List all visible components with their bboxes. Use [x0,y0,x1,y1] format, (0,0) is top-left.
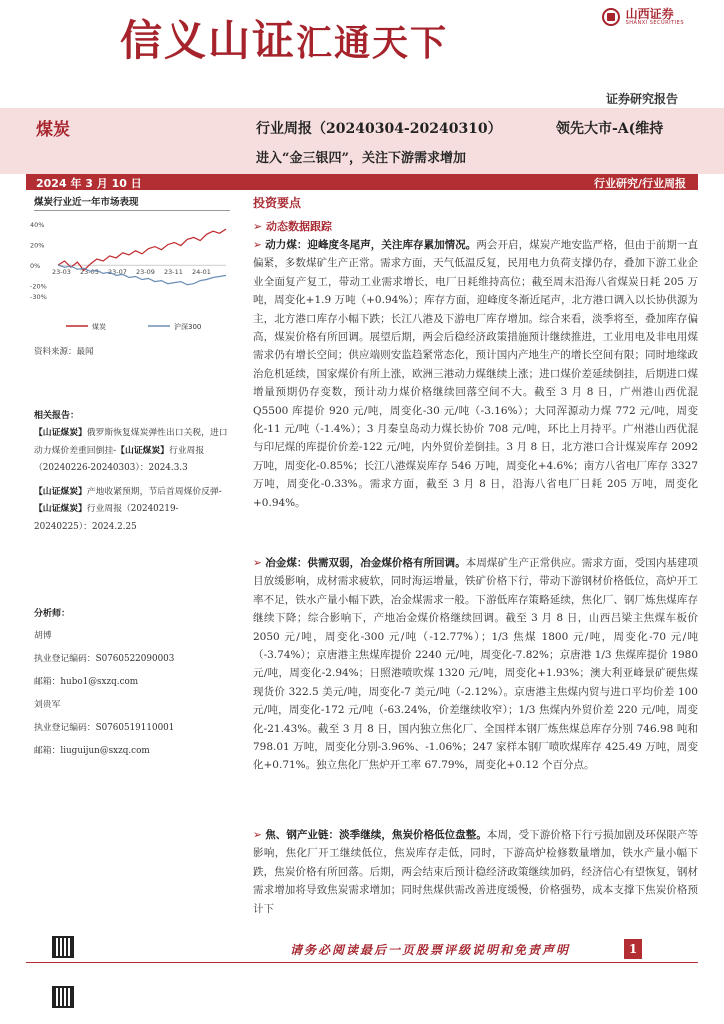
report-type: 行业周报（20240304-20240310） [256,121,502,137]
x-tick-label: 23-03 [52,268,71,277]
p3-lead: 焦、钢产业链：淡季继续，焦炭价格低位盘整。 [265,829,487,841]
page-number: 1 [624,939,642,959]
research-label: 证券研究报告 [605,92,678,106]
chart-title: 煤炭行业近一年市场表现 [34,194,230,211]
paragraph-coking-coal [253,554,698,775]
p3-text: 本周，受下游价格下行亏损加剧及环保限产等影响，焦化厂开工继续低位，焦炭库存走低，同时，下游高炉检修数量增加，铁水产量小幅下跌，焦炭价格有所回落。后期，两会结束后预计稳经济政策继续加码，经济信心有望恢复，钢材需求增加将导致焦炭需求增加；同时焦煤供需改善进度缓慢，价格强势，成本支撑下焦炭价格预计下 [253,829,699,915]
slogan-part-a: 信义山证 [120,16,297,65]
section-label: 动态数据跟踪 [266,220,333,233]
series-line [58,229,226,270]
y-tick-label: 40% [30,221,45,229]
arrow-icon: ➢ [253,239,266,251]
analyst-2-email[interactable]: 邮箱：liuguijun@sxzq.com [34,746,150,756]
slogan [120,8,448,68]
slogan-part-b: 汇通天下 [296,22,449,64]
x-tick-label: 23-11 [164,268,183,277]
headline: 进入“金三银四”，关注下游需求增加 [256,151,466,166]
disclaimer: 请务必阅读最后一页股票评级说明和免责声明 [290,943,571,957]
section-heading [253,218,332,234]
x-tick-label: 23-07 [108,268,127,277]
related-2-tag: 【山证煤炭】 [34,486,87,497]
x-tick-label: 24-01 [192,268,211,277]
analyst-1-name: 胡博 [34,631,52,641]
legend-label: 煤炭 [92,323,106,331]
related-report-2[interactable] [34,484,234,537]
y-tick-label: 0% [30,262,41,271]
arrow-icon: ➢ [253,557,266,569]
related-2-text2: 行业周报（20240219-20240225）：2024.2.25 [34,504,179,532]
logo-en: SHANXI SECURITIES [625,20,684,26]
date-bar [26,174,698,190]
rating: 领先大市-A(维持 [556,121,664,137]
qr-code-icon [52,936,74,958]
p2-lead: 冶金煤：供需双弱，冶金煤价格有所回调。 [265,557,466,569]
report-category: 行业研究/行业周报 [593,177,686,190]
analyst-title: 分析师： [34,609,71,619]
related-1-text: 俄罗斯恢复煤炭弹性出口关税，进口动力煤价差重回倒挂- [34,428,228,456]
analyst-1 [34,625,234,763]
analyst-1-reg: 执业登记编码：S0760522090003 [34,654,175,664]
report-date: 2024 年 3 月 10 日 [36,177,142,190]
related-reports [34,408,234,536]
main-title: 投资要点 [253,196,302,210]
p1-lead: 动力煤：迎峰度冬尾声，关注库存累加情况。 [265,239,477,251]
chart-source: 资料来源：最闻 [34,347,94,357]
related-report-1[interactable] [34,425,234,478]
y-tick-label: -30% [30,293,47,301]
footer-line [26,962,698,963]
related-1-text2: 行业周报（20240226-20240303）：2024.3.3 [34,445,205,473]
analysts [34,606,234,763]
arrow-icon: ➢ [253,829,266,841]
legend-label: 沪深300 [174,323,202,331]
related-2-text: 产地收紧预期，节后首周煤价反弹- [86,486,222,497]
logo-name: 山西证券 [625,7,674,21]
industry-label: 煤炭 [36,120,70,140]
paragraph-thermal-coal [253,236,698,512]
related-title: 相关报告： [34,411,80,421]
logo-icon [602,8,620,26]
paragraph-coke-steel [253,826,698,918]
p1-text: 两会开启，煤炭产地安监严格，但由于前期一直偏紧，多数煤矿生产正常。需求方面，天气低温反复，民用电力负荷支撑仍存，叠加下游工业企业全面复产复工，带动工业需求增长，电厂日耗维持高位；截至周末沿海八省煤炭日耗 205 万吨，周变化+1.9 万吨（+0.94%）；库存方面，迎峰度冬渐近尾声，北方港口调入以长协供源为主，北方港口库存小幅下跌；长江八港及下游电厂库存增加。综合来看，淡季将至，叠加库存偏高，煤炭价格有所回调。展望后期，两会后稳经济政策措施预计继续推进，工业用电及非电用煤需求仍有增长空间；供应端则安监趋紧常态化，预计国内产地生产的增长空间有限；同时地缘政治危机延续，国家煤价有所上涨，欧洲三港动力煤继续上涨；进口煤价差延续倒挂，后期进口煤增量预期仍存变数，预计动力煤价格继续回落空间不大。截至 3 月 8 日，广州港山西优混 Q5500 库提价 920 元/吨，周变化-30 元/吨（-3.16%）；大同浑源动力煤 772 元/吨，周变化-11 元/吨（-1.4%）；3 月秦皇岛动力煤长协价 708 元/吨，环比上月持平。广州港山西优混与印尼煤的库提价价差-122 元/吨，内外贸价差倒挂。3 月 8 日，北方港口合计煤炭库存 2092 万吨，周变化-0.85%；长江八港煤炭库存 546 万吨，周变化+4.6%；南方八省电厂库存 3327 万吨，周变化-0.33%。需求方面，截至 3 月 8 日，沿海八省电厂日耗 205 万吨，周变化+0.94%。 [253,239,699,509]
p2-text: 本周煤矿生产正常供应。需求方面，受国内基建项目放缓影响，成材需求疲软，同时海运增量，铁矿价格下行，带动下游钢材价格低位，高炉开工率不足，铁水产量小幅下跌，冶金煤需求一般。下游低库存策略延续，焦化厂、钢厂炼焦煤库存继续下降；综合影响下，产地冶金煤价格继续回调。截至 3 月 8 日，山西吕梁主焦煤车板价 2050 元/吨，周变化-300 元/吨（-12.77%）；1/3 焦煤 1800 元/吨，周变化-70 元/吨（-3.74%）；京唐港主焦煤库提价 2240 元/吨，周变化-7.82%；京唐港 1/3 焦煤库提价 1980 元/吨，周变化-2.94%；日照港喷吹煤 1320 元/吨，周变化+1.93%；澳大利亚峰景矿硬焦煤现货价 322.5 美元/吨，周变化-7 美元/吨（-2.12%）。京唐港主焦煤内贸与进口平均价差 100 元/吨，周变化-172 元/吨（-63.24%，价差继续收窄）；1/3 焦煤内外贸价差 220 元/吨，周变化-21.43%。截至 3 月 8 日，国内独立焦化厂、全国样本钢厂炼焦煤总库存分别 746.98 吨和 798.01 万吨，周变化分别-3.96%、-1.06%；247 家样本钢厂喷吹煤库存 425.49 万吨，周变化+0.71%。独立焦化厂焦炉开工率 67.79%，周变化+0.12 个百分点。 [253,557,699,772]
analyst-2-name: 刘贵军 [34,700,61,710]
arrow-icon: ➢ [253,220,267,233]
x-tick-label: 23-05 [80,268,99,277]
x-tick-label: 23-09 [136,268,155,277]
related-2-tag2: 【山证煤炭】 [34,504,87,514]
analyst-2-reg: 执业登记编码：S0760519110001 [34,723,175,733]
y-tick-label: -20% [30,282,47,291]
qr-code-icon-2 [52,986,74,1008]
y-tick-label: 20% [30,241,45,250]
related-1-tag2: 【山证煤炭】 [116,445,169,456]
analyst-1-email[interactable]: 邮箱：hubo1@sxzq.com [34,677,139,687]
company-logo [602,8,684,26]
performance-chart [26,210,236,340]
related-1-tag: 【山证煤炭】 [34,428,87,438]
